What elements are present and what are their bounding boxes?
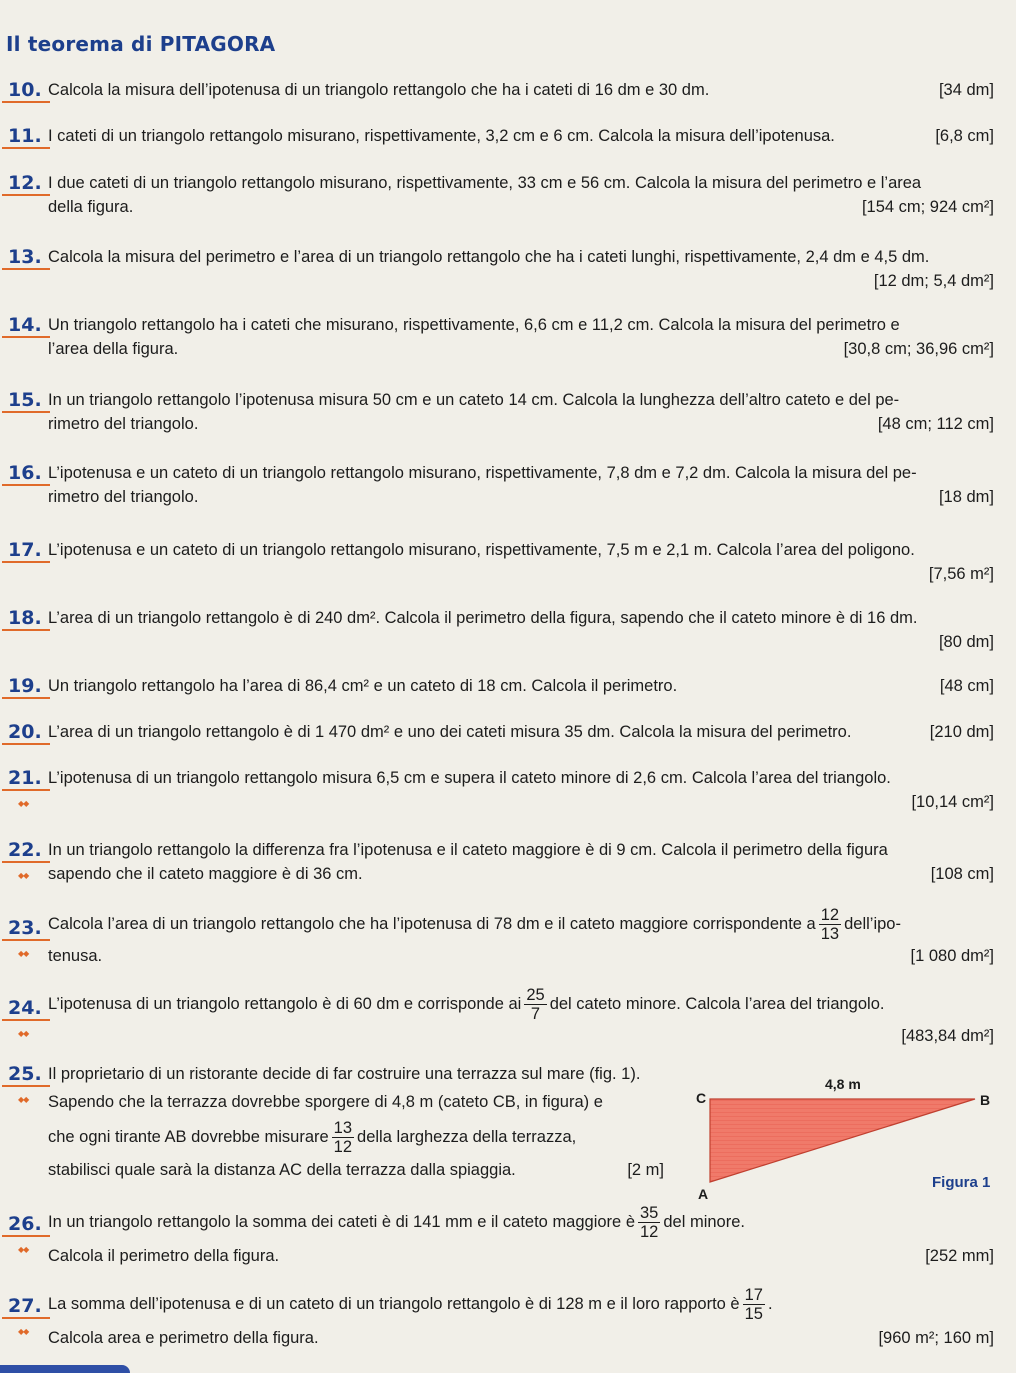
exercise-19 bbox=[8, 674, 998, 698]
answer: [10,14 cm²] bbox=[911, 793, 994, 811]
answer: [6,8 cm] bbox=[935, 127, 994, 145]
exercise-number: 22. bbox=[8, 839, 42, 861]
exercise-text: Calcola il perimetro della figura. bbox=[48, 1247, 280, 1265]
exercise-number: 18. bbox=[8, 607, 42, 629]
exercise-number: 23. bbox=[8, 917, 42, 939]
label-c: C bbox=[696, 1090, 707, 1106]
difficulty-icon: ◆◆ bbox=[18, 871, 29, 880]
exercise-12 bbox=[8, 171, 998, 219]
exercise-number: 15. bbox=[8, 389, 42, 411]
exercise-number: 16. bbox=[8, 462, 42, 484]
exercise-text: L’area di un triangolo rettangolo è di 240 dm². Calcola il perimetro della figura, sapendo che il cateto minore è di 16 dm. bbox=[48, 609, 918, 627]
exercise-22 bbox=[8, 838, 998, 886]
answer: [80 dm] bbox=[938, 633, 994, 651]
exercise-text: In un triangolo rettangolo l’ipotenusa misura 50 cm e un cateto 14 cm. Calcola la lunghezza dell’altro cateto e del pe- bbox=[48, 391, 900, 409]
exercise-text: del cateto minore. Calcola l’area del triangolo. bbox=[549, 995, 885, 1013]
exercise-text: sapendo che il cateto maggiore è di 36 cm. bbox=[48, 865, 363, 883]
difficulty-icon: ◆◆ bbox=[18, 1245, 29, 1254]
answer: [960 m²; 160 m] bbox=[878, 1329, 994, 1347]
exercise-text: rimetro del triangolo. bbox=[48, 415, 199, 433]
exercise-text: L’ipotenusa di un triangolo rettangolo è di 60 dm e corrisponde ai bbox=[48, 995, 522, 1013]
exercise-11 bbox=[8, 124, 998, 148]
exercise-25 bbox=[8, 1062, 668, 1184]
exercise-text: stabilisci quale sarà la distanza AC della terrazza dalla spiaggia. bbox=[48, 1161, 516, 1179]
exercise-text: della figura. bbox=[48, 198, 134, 216]
difficulty-icon: ◆◆ bbox=[18, 1029, 29, 1038]
answer: [108 cm] bbox=[930, 865, 994, 883]
exercise-text: Calcola la misura dell’ipotenusa di un triangolo rettangolo che ha i cateti di 16 dm e 30 dm. bbox=[48, 81, 710, 99]
label-b: B bbox=[980, 1092, 991, 1108]
answer: [154 cm; 924 cm²] bbox=[861, 198, 994, 216]
label-a: A bbox=[698, 1186, 709, 1202]
exercise-number: 25. bbox=[8, 1063, 42, 1085]
exercise-number: 26. bbox=[8, 1213, 42, 1235]
exercise-text: della larghezza della terrazza, bbox=[357, 1128, 577, 1146]
difficulty-icon: ◆◆ bbox=[18, 949, 29, 958]
exercise-15 bbox=[8, 388, 998, 436]
exercise-24 bbox=[8, 984, 998, 1048]
exercise-text: L’area di un triangolo rettangolo è di 1 470 dm² e uno dei cateti misura 35 dm. Calcola la misura del perimetro. bbox=[48, 723, 852, 741]
label-cb: 4,8 m bbox=[825, 1076, 861, 1092]
exercise-number: 14. bbox=[8, 314, 42, 336]
exercise-text: dell’ipo- bbox=[844, 915, 901, 933]
exercise-text: I due cateti di un triangolo rettangolo misurano, rispettivamente, 33 cm e 56 cm. Calcola la misura del perimetro e l’area bbox=[48, 174, 922, 192]
exercise-text: rimetro del triangolo. bbox=[48, 488, 199, 506]
answer: [12 dm; 5,4 dm²] bbox=[873, 272, 994, 290]
exercise-text: Calcola la misura del perimetro e l’area di un triangolo rettangolo che ha i cateti lunghi, rispettivamente, 2,4 dm e 4,5 dm. bbox=[48, 248, 930, 266]
exercise-number: 17. bbox=[8, 539, 42, 561]
exercise-17 bbox=[8, 538, 998, 586]
exercise-text: Un triangolo rettangolo ha l’area di 86,4 cm² e un cateto di 18 cm. Calcola il perimetro. bbox=[48, 677, 678, 695]
exercise-23 bbox=[8, 904, 998, 968]
exercise-21 bbox=[8, 766, 998, 814]
exercise-number: 19. bbox=[8, 675, 42, 697]
page-title: Il teorema di PITAGORA bbox=[6, 32, 276, 56]
exercise-text: L’ipotenusa di un triangolo rettangolo misura 6,5 cm e supera il cateto minore di 2,6 cm. Calcola l’area del triangolo. bbox=[48, 769, 891, 787]
answer: [34 dm] bbox=[938, 81, 994, 99]
figure-caption: Figura 1 bbox=[932, 1174, 991, 1191]
exercise-14 bbox=[8, 313, 998, 361]
triangle-shape bbox=[710, 1099, 975, 1182]
exercise-26 bbox=[8, 1200, 998, 1268]
answer: [210 dm] bbox=[929, 723, 994, 741]
fraction: $\frac{13}{12}$ bbox=[333, 1119, 353, 1157]
exercise-number: 27. bbox=[8, 1295, 42, 1317]
exercise-text: Calcola area e perimetro della figura. bbox=[48, 1329, 319, 1347]
difficulty-icon: ◆◆ bbox=[18, 1327, 29, 1336]
exercise-number: 24. bbox=[8, 997, 42, 1019]
exercise-number: 13. bbox=[8, 246, 42, 268]
exercise-text: Un triangolo rettangolo ha i cateti che misurano, rispettivamente, 6,6 cm e 11,2 cm. Calcola la misura del perimetro e bbox=[48, 316, 900, 334]
answer: [30,8 cm; 36,96 cm²] bbox=[843, 340, 994, 358]
exercise-text: L’ipotenusa e un cateto di un triangolo rettangolo misurano, rispettivamente, 7,8 dm e 7,2 dm. Calcola la misura del pe- bbox=[48, 464, 917, 482]
exercise-number: 11. bbox=[8, 125, 42, 147]
answer: [2 m] bbox=[627, 1161, 664, 1179]
answer: [48 cm; 112 cm] bbox=[877, 415, 994, 433]
exercise-18 bbox=[8, 606, 998, 654]
exercise-text: . bbox=[767, 1295, 773, 1313]
difficulty-icon: ◆◆ bbox=[18, 1095, 29, 1104]
exercise-27 bbox=[8, 1282, 998, 1350]
fraction: $\frac{17}{15}$ bbox=[744, 1286, 763, 1324]
exercise-text: Calcola l’area di un triangolo rettangolo che ha l’ipotenusa di 78 dm e il cateto maggiore corrispondente a bbox=[48, 915, 816, 933]
exercise-20 bbox=[8, 720, 998, 744]
exercise-number: 10. bbox=[8, 79, 42, 101]
exercise-number: 12. bbox=[8, 172, 42, 194]
exercise-text: Il proprietario di un ristorante decide di far costruire una terrazza sul mare (fig. 1). bbox=[48, 1065, 641, 1083]
fraction: $\frac{35}{12}$ bbox=[640, 1204, 659, 1242]
exercise-number: 21. bbox=[8, 767, 42, 789]
exercise-text: tenusa. bbox=[48, 947, 103, 965]
fraction: $\frac{12}{13}$ bbox=[820, 906, 840, 944]
answer: [252 mm] bbox=[925, 1247, 994, 1265]
fraction: $\frac{25}{7}$ bbox=[526, 986, 545, 1024]
exercise-text: La somma dell’ipotenusa e di un cateto di un triangolo rettangolo è di 128 m e il loro rapporto è bbox=[48, 1295, 740, 1313]
exercise-text: l’area della figura. bbox=[48, 340, 179, 358]
exercise-text: In un triangolo rettangolo la differenza fra l’ipotenusa e il cateto maggiore è di 9 cm. Calcola il perimetro della figura bbox=[48, 841, 888, 859]
exercise-text: L’ipotenusa e un cateto di un triangolo rettangolo misurano, rispettivamente, 7,5 m e 2,1 m. Calcola l’area del poligono. bbox=[48, 541, 915, 559]
answer: [483,84 dm²] bbox=[901, 1027, 994, 1045]
exercise-text: del minore. bbox=[663, 1213, 745, 1231]
exercise-10 bbox=[8, 78, 998, 102]
exercise-text: che ogni tirante AB dovrebbe misurare bbox=[48, 1128, 329, 1146]
answer: [48 cm] bbox=[939, 677, 994, 695]
exercise-16 bbox=[8, 461, 998, 509]
answer: [7,56 m²] bbox=[928, 565, 994, 583]
answer: [18 dm] bbox=[938, 488, 994, 506]
exercise-number: 20. bbox=[8, 721, 42, 743]
answer: [1 080 dm²] bbox=[910, 947, 994, 965]
difficulty-icon: ◆◆ bbox=[18, 799, 29, 808]
exercise-text: In un triangolo rettangolo la somma dei cateti è di 141 mm e il cateto maggiore è bbox=[48, 1213, 635, 1231]
exercise-13 bbox=[8, 245, 998, 293]
exercise-text: Sapendo che la terrazza dovrebbe sporgere di 4,8 m (cateto CB, in figura) e bbox=[48, 1093, 603, 1111]
page-corner-decoration bbox=[0, 1365, 130, 1373]
exercise-text: I cateti di un triangolo rettangolo misurano, rispettivamente, 3,2 cm e 6 cm. Calcola la misura dell’ipotenusa. bbox=[48, 127, 835, 145]
